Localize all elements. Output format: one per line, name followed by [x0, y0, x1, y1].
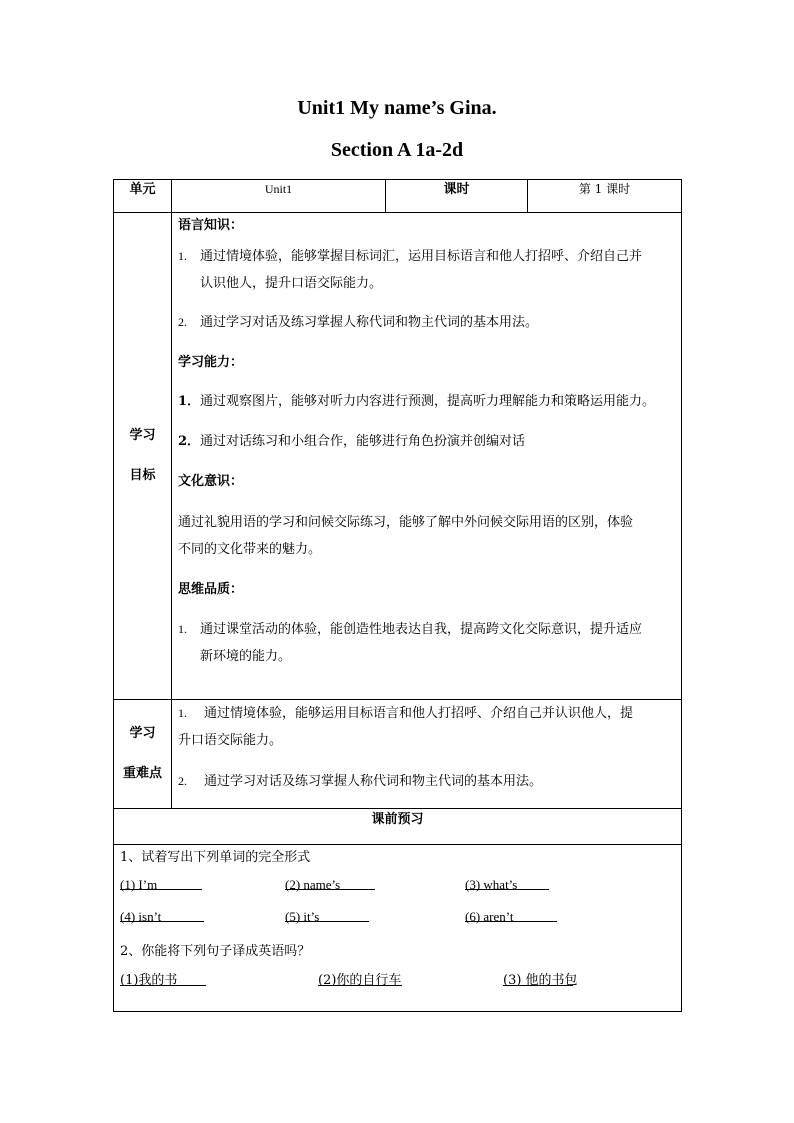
objectives-row	[114, 213, 682, 700]
key-points-label-line2: 重难点	[122, 766, 162, 781]
preview-title: 课前预习	[114, 809, 682, 845]
answer-blank[interactable]	[465, 909, 557, 922]
answer-blank[interactable]	[285, 877, 375, 890]
preview-row	[114, 845, 682, 1012]
section-heading: 学习能力：	[178, 355, 244, 370]
lesson-table	[113, 179, 682, 1012]
period-value: 第 1 课时	[528, 180, 682, 213]
answer-row-1: (1) I’m (2) name’s (3) what’s	[120, 877, 675, 909]
section-heading: 文化意识：	[178, 474, 244, 489]
list-item-continued: 不同的文化带来的魅力。	[178, 542, 322, 557]
objectives-content	[172, 213, 682, 700]
section-heading: 语言知识：	[178, 218, 244, 233]
preview-content	[114, 845, 682, 1012]
key-points-content	[172, 700, 682, 809]
title-line-1: Unit1 My name’s Gina.	[297, 97, 497, 119]
question-1: 1、试着写出下列单词的完全形式	[120, 850, 311, 865]
title-line-2: Section A 1a-2d	[330, 139, 464, 161]
list-item: 1. 通过情境体验，能够运用目标语言和他人打招呼、介绍自己并认识他人，提	[178, 706, 634, 721]
answer-row-3: (1)我的书 (2)你的自行车 (3) 他的书包	[120, 973, 578, 988]
header-row	[114, 180, 682, 213]
answer-blank[interactable]	[503, 973, 573, 986]
list-item: 2．通过对话练习和小组合作，能够进行角色扮演并创编对话	[178, 434, 526, 449]
section-heading: 思维品质：	[178, 582, 244, 597]
list-item: 1. 通过情境体验，能够掌握目标词汇，运用目标语言和他人打招呼、介绍自己并	[178, 249, 643, 264]
list-item: 1. 通过课堂活动的体验，能创造性地表达自我，提高跨文化交际意识，提升适应	[178, 622, 643, 637]
list-item-continued: 新环境的能力。	[200, 649, 292, 664]
answer-row-2: (4) isn’t (5) it’s (6) aren’t	[120, 909, 675, 941]
answer-blank[interactable]	[120, 909, 204, 922]
list-item-continued: 升口语交际能力。	[178, 733, 283, 748]
list-item: 2. 通过学习对话及练习掌握人称代词和物主代词的基本用法。	[178, 774, 543, 789]
key-points-label	[114, 700, 172, 809]
unit-value: Unit1	[172, 180, 386, 213]
list-item: 通过礼貌用语的学习和问候交际练习，能够了解中外问候交际用语的区别，体验	[178, 515, 634, 530]
answer-blank[interactable]	[120, 973, 206, 986]
answer-blank[interactable]	[285, 909, 369, 922]
unit-label: 单元	[114, 180, 172, 213]
list-item: 1．通过观察图片，能够对听力内容进行预测，提高听力理解能力和策略运用能力。	[178, 394, 656, 409]
objectives-label	[114, 213, 172, 700]
objectives-label-line2: 目标	[129, 468, 156, 483]
list-item-continued: 认识他人，提升口语交际能力。	[200, 276, 383, 291]
answer-blank[interactable]	[465, 877, 549, 890]
objectives-label-line1: 学习	[129, 428, 156, 443]
answer-blank[interactable]	[120, 877, 202, 890]
period-label: 课时	[386, 180, 528, 213]
list-item: 2. 通过学习对话及练习掌握人称代词和物主代词的基本用法。	[178, 315, 539, 330]
key-points-label-line1: 学习	[129, 726, 156, 741]
preview-title-row	[114, 809, 682, 845]
key-points-row	[114, 700, 682, 809]
answer-blank[interactable]	[318, 973, 402, 986]
question-2: 2、你能将下列句子译成英语吗？	[120, 944, 311, 959]
